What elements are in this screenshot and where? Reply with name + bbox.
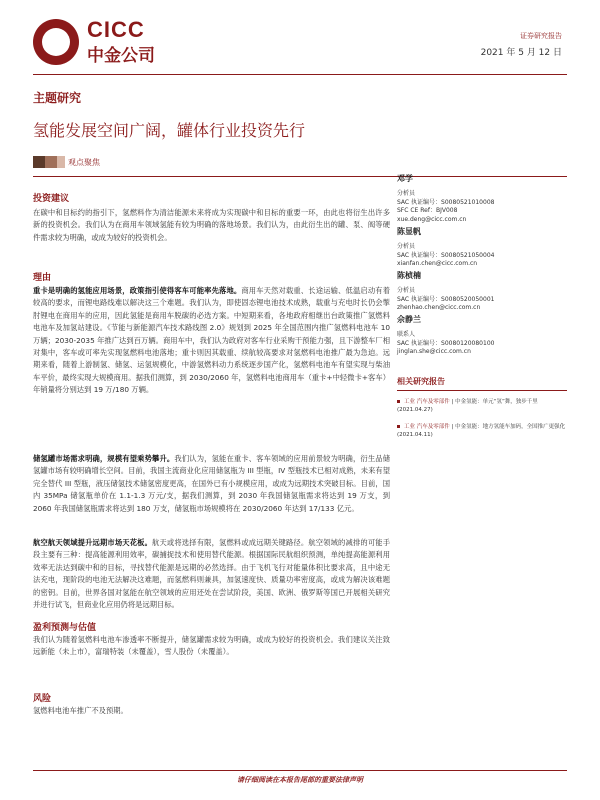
cicc-logo [33,17,168,67]
reason-1-body: 商用车天然对载重、长途运输、低温启动有着较高的要求，而锂电路线难以解决这三个难题。我们认为，即使固态锂电池技术成熟，载重与充电时长仍会掣肘锂电在商用车的应用，因此氢能是商用车脱碳的必选方案。中短期来看，各地政府相继出台政策推广氢燃料电池车及加氢站建设。《节能与新能源汽车技术路线图 2.0》规划到 2025 年全国范围内推广氢燃料电池车 10 万辆；2030-2035 年推广达到百万辆。商用车中，我们认为政府对客车行业采购干预能力强，且下游整车厂相对集中，客车或可率先实现氢燃料电池落地；重卡则因其载重、续航较高要求对氢燃料电池推广最为急迫。远期来看，随着上游制氢、储氢、运氢规模化，中游氢燃料动力系统逐步国产化，氢燃料电池车有望实现与柴油车平价，最终实现大规模商用。据我们测算，到 2030/2060 年，氢燃料电池商用车（重卡+中轻微卡+客车）年销量将分别达到 19 万/180 万辆。 [33,286,391,395]
analyst-role: 分析员 [397,190,416,197]
footer-disclaimer: 请仔细阅读在本报告尾部的重要法律声明 [237,776,363,784]
risk-text: 氢燃料电池车推广不及预期。 [33,706,128,715]
analyst-name: 邓学 [397,174,413,183]
analyst-name: 佘静兰 [397,315,421,324]
logo-text-en: CICC [87,17,145,42]
valuation-heading: 盈利预测与估值 [33,623,97,633]
viewpoint-label: 观点聚焦 [68,158,100,167]
bullet-icon [397,425,400,428]
analyst-sac: SAC 执证编号：S0080521010008 [397,198,495,206]
related-divider [397,390,567,391]
investment-text: 在碳中和目标约的指引下，氢燃料作为清洁能源未来将成为实现碳中和目标的重要一环，由此也将衍生出许多新的投资机会。我们认为在商用车领域氢能有较为明确的落地场景。我们认为，由此衍生出的罐、泵、阀等硬件需求较为明确，或成为较好的投资机会。 [33,208,390,242]
related-prefix: 工业 汽车及零部件 [404,424,450,430]
logo-text-cn: 中金公司 [87,46,155,66]
section-title: 主题研究 [33,91,82,105]
reason-paragraph-1 [33,285,390,397]
report-date: 2021 年 5 月 12 日 [480,48,562,58]
analyst-role: 分析员 [397,287,416,294]
reason-2-body: 我们认为，氢能在重卡、客车领域的应用前景较为明确，衍生品储氢罐市场有较明确增长空间。目前，我国主流商业化应用储氢瓶为 III 型瓶，IV 型瓶技术已相对成熟，未来有望完全替代 III 型瓶，液压储氢技术储氢密度更高，在国外已有小规模应用，或成为远期技术突破目标。目前，国内 35MPa 储氢瓶单价在 1.1-1.3 万元/支，据我们测算，到 2030 年我国储氢瓶需求将达到 19 万支，到 2060 年我国储氢瓶需求将达到 180 万支，储氢瓶市场规模将在 2030/2060 年达到 17/133 亿元。 [33,454,391,513]
report-type: 证券研究报告 [520,32,562,40]
analyst-name: 陈显帆 [397,227,421,236]
analyst-email[interactable]: jinglan.she@cicc.com.cn [397,348,471,355]
analyst-role: 联系人 [397,331,416,338]
reason-3-body: 航天或将选择有限，氢燃料或成远期关键路径。航空领域的减排的可能手段主要有三种：提高能源利用效率，碳捕捉技术和使用替代能源。根据国际民航组织预测，单纯提高能源利用效率无法达到碳中和的目标，寻找替代能源是远期的必然选择。由于飞机飞行对能量体积比要求高，且中途无法充电，现阶段的电池无法解决这难题，而氢燃料则兼具，加氢速度快、质量功率密度高，或成为解决该难题的密钥。目前，世界各国对氢能在航空领域的应用还处在尝试阶段，美国、欧洲、俄罗斯等国已开展相关研究并进行试飞，但商业化应用仍将是远期目标。 [33,538,390,610]
reason-paragraph-3 [33,537,390,611]
analyst-email[interactable]: xue.deng@cicc.com.cn [397,215,467,223]
related-date: (2021.04.11) [397,432,433,438]
related-report-2[interactable] [397,423,572,439]
reason-3-lead: 航空航天领域提升远期市场天花板。 [33,538,153,547]
viewpoint-marker-2 [45,156,57,168]
analyst-3 [397,270,567,313]
analyst-email[interactable]: zhenhao.chen@cicc.com.cn [397,304,481,311]
bullet-icon [397,400,400,403]
viewpoint-marker-3 [57,156,65,168]
analyst-sac: SAC 执证编号：S0080120080100 [397,339,495,347]
reason-1-lead: 重卡是明确的氢能应用场景，政策指引使得客车可能率先落地。 [33,286,242,295]
analyst-1 [397,173,567,224]
investment-heading: 投资建议 [33,194,70,204]
footer-divider [33,770,567,771]
analyst-role: 分析员 [397,243,416,250]
related-text: | 中金氢能：地方氢能车加码，全国推广更强化 [451,424,566,430]
analyst-sac: SAC 执证编号：S0080521050004 [397,251,495,259]
viewpoint-marker [33,156,45,168]
header-divider [33,74,567,75]
related-text: | 中金氢能：单元“氢”舞，独步千里 [451,399,538,405]
related-prefix: 工业 汽车及零部件 [404,399,450,405]
analyst-2 [397,226,567,269]
risk-heading: 风险 [33,694,52,704]
reason-2-lead: 储氢罐市场需求明确，规模有望乘势攀升。 [33,454,175,463]
related-report-1[interactable] [397,398,572,414]
logo-mark [33,19,79,65]
analyst-sac: SAC 执证编号：S0080520050001 [397,295,495,303]
valuation-text: 我们认为随着氢燃料电池车渗透率不断提升，储氢罐需求较为明确，或成为较好的投资机会。我们建议关注致远新能（未上市），富瑞特装（未覆盖），雪人股份（未覆盖）。 [33,635,390,657]
analyst-sfc: SFC CE Ref：BJV008 [397,207,458,214]
reason-paragraph-2 [33,453,390,515]
analyst-email[interactable]: xianfan.chen@cicc.com.cn [397,260,478,267]
analyst-name: 陈桢楠 [397,271,421,280]
report-title: 氢能发展空间广阔，罐体行业投资先行 [33,121,306,140]
reasons-heading: 理由 [33,273,52,283]
related-date: (2021.04.27) [397,407,433,413]
related-title: 相关研究报告 [397,377,445,386]
analyst-4 [397,314,567,357]
